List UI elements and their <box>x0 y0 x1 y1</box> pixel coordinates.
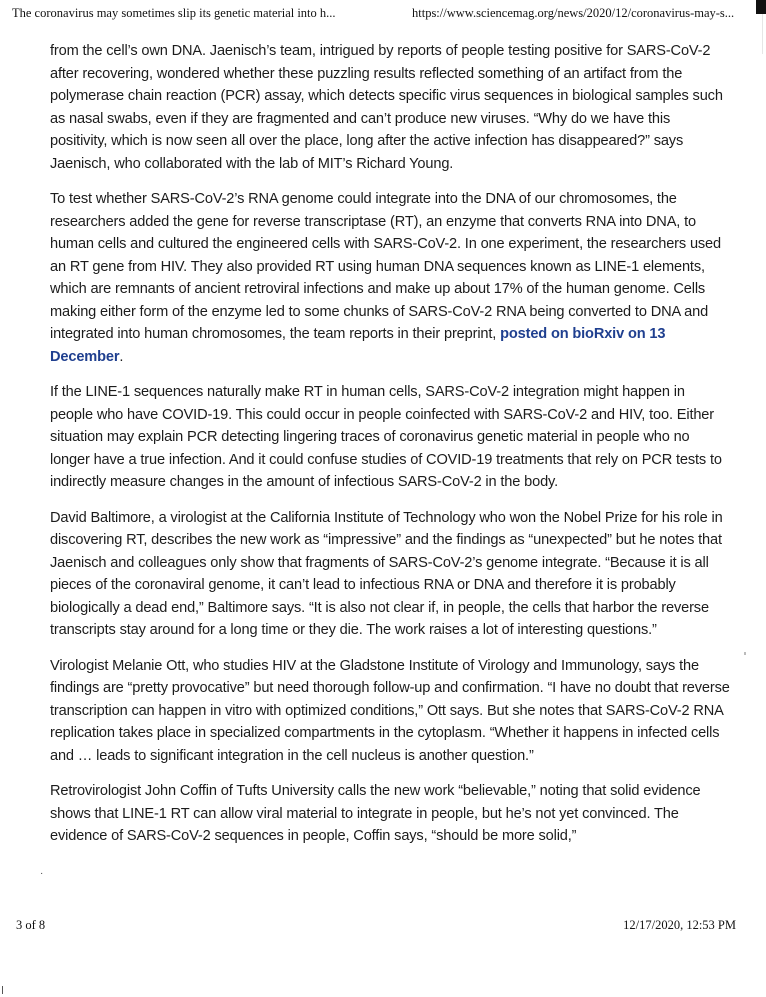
article-paragraph: David Baltimore, a virologist at the California Institute of Technology who won the Nobel Prize for his role in discovering RT, describes the new work as “impressive” and the findings as “unexpected” but he notes that Jaenisch and colleagues only show that fragments of SARS-CoV-2’s genome integrate. “Because it is all pieces of the coronaviral genome, it can’t lead to infectious RNA or DNA and therefore it is probably biologically a dead end,” Baltimore says. “It is also not clear if, in people, the cells that harbor the reverse transcripts stay around for a long time or they die. The work raises a lot of interesting questions.” <box>50 509 723 638</box>
article-paragraph: If the LINE-1 sequences naturally make RT in human cells, SARS-CoV-2 integration might happen in people who have COVID-19. This could occur in people coinfected with SARS-CoV-2 and HIV, too. Either situation may explain PCR detecting lingering traces of coronavirus genetic material in people who no longer have a true infection. And it could confuse studies of COVID-19 treatments that rely on PCR tests to indirectly measure changes in the amount of infectious SARS-CoV-2 in the body. <box>50 384 722 490</box>
paragraph-text: To test whether SARS-CoV-2’s RNA genome could integrate into the DNA of our chromosomes, the researchers added the gene for reverse transcriptase (RT), an enzyme that converts RNA into DNA, to human cells and cultured the engineered cells with SARS-CoV-2. In one experiment, the researchers used an RT gene from HIV. They also provided RT using human DNA sequences known as LINE-1 elements, which are remnants of ancient retroviral infections and make up about 17% of the human genome. Cells making either form of the enzyme led to some chunks of SARS-CoV-2 RNA being converted to DNA and integrated into human chromosomes, the team reports in their preprint, <box>50 191 721 342</box>
paragraph-text: . <box>119 348 124 365</box>
article-paragraph <box>50 188 730 368</box>
scan-speck <box>744 652 746 655</box>
print-header-url: https://www.sciencemag.org/news/2020/12/coronavirus-may-s... <box>412 6 735 20</box>
print-header <box>12 6 750 26</box>
article-body <box>50 40 730 861</box>
scan-dot-mark: · <box>40 868 44 879</box>
article-paragraph: from the cell’s own DNA. Jaenisch’s team, intrigued by reports of people testing positive for SARS-CoV-2 after recovering, wondered whether these puzzling results reflected something of an artifact from the polymerase chain reaction (PCR) assay, which detects specific virus sequences in biological samples such as nasal swabs, even if they are fragmented and can’t produce new viruses. “Why do we have this positivity, which is now seen all over the place, long after the active infection has disappeared?” says Jaenisch, who collaborated with the lab of MIT’s Richard Young. <box>50 43 723 172</box>
page-indicator: 3 of 8 <box>16 918 46 932</box>
article-paragraph: Retrovirologist John Coffin of Tufts University calls the new work “believable,” noting that solid evidence shows that LINE-1 RT can allow viral material to integrate in people, but he’s not yet convinced. The evidence of SARS-CoV-2 sequences in people, Coffin says, “should be more solid,” <box>50 783 701 844</box>
scan-speck <box>2 986 3 994</box>
biorxiv-preprint-link[interactable]: posted on bioRxiv on 13 December <box>50 326 666 365</box>
print-datetime: 12/17/2020, 12:53 PM <box>623 918 736 932</box>
scan-corner-mark <box>756 0 766 14</box>
print-header-page-title: The coronavirus may sometimes slip its genetic material into h... <box>12 6 336 20</box>
article-paragraph: Virologist Melanie Ott, who studies HIV at the Gladstone Institute of Virology and Immunology, says the findings are “pretty provocative” but need thorough follow-up and confirmation. “I have no doubt that reverse transcription can happen in vitro with optimized conditions,” Ott says. But she notes that SARS-CoV-2 RNA replication takes place in specialized compartments in the cytoplasm. “Whether it happens in infected cells and … leads to significant integration in the cell nucleus is another question.” <box>50 657 730 764</box>
scan-edge-line <box>762 14 763 54</box>
